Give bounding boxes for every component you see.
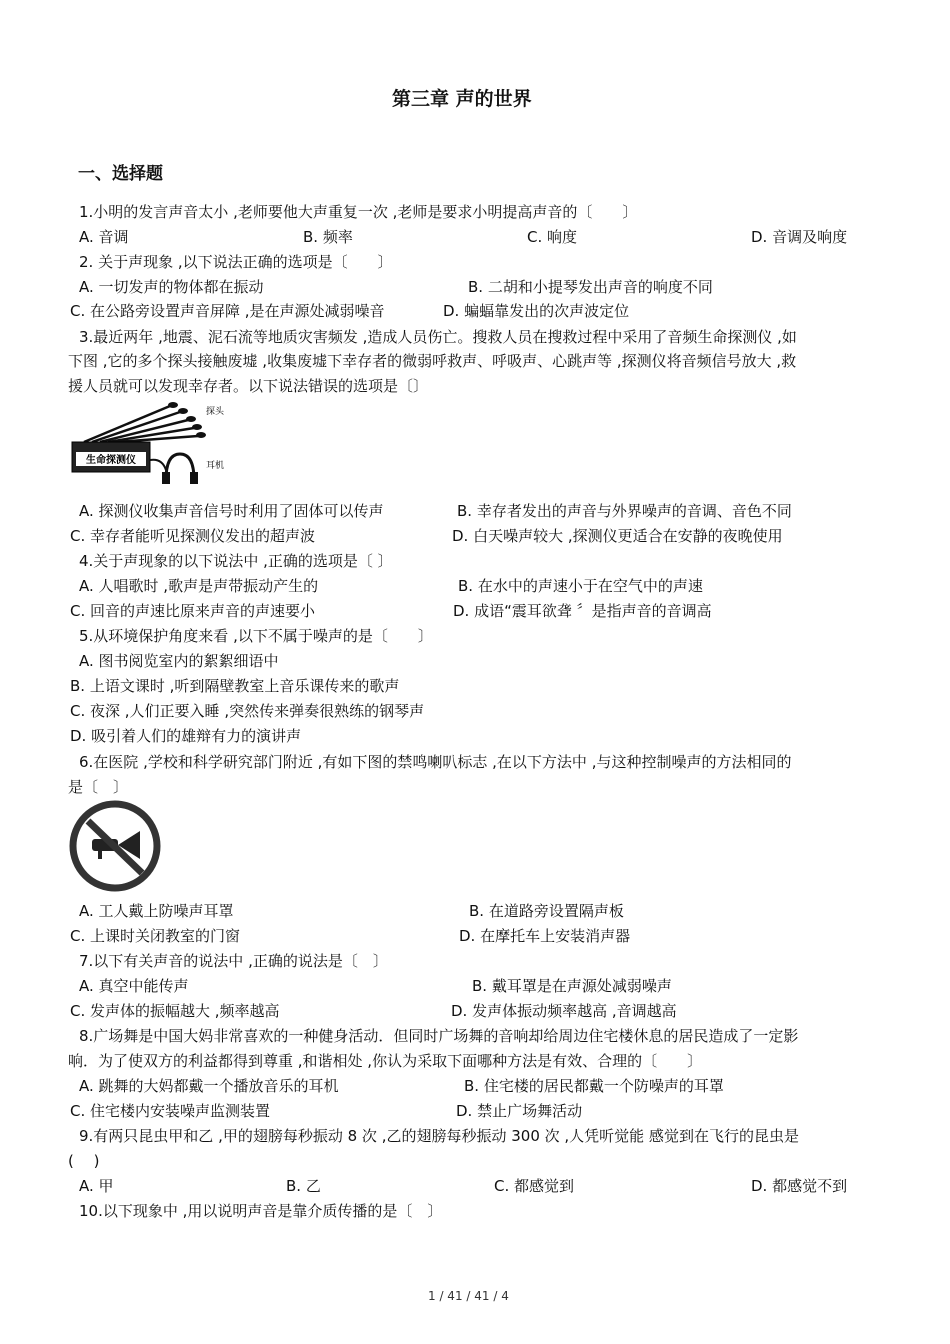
question-6-option-d: D. 在摩托车上安装消声器 (459, 927, 631, 945)
question-1-option-b: B. 频率 (303, 228, 353, 246)
question-8-option-c: C. 住宅楼内安装噪声监测装置 (70, 1102, 271, 1120)
question-9-option-d: D. 都感觉不到 (751, 1177, 848, 1195)
question-9-stem-line-2: ( ) (68, 1152, 100, 1170)
no-horn-sign-icon (68, 799, 162, 893)
question-3-stem-line-2: 下图 ,它的多个探头接触废墟 ,收集废墟下幸存者的微弱呼救声、呼吸声、心跳声等 ,探测仪将音频信号放大 ,救 (68, 352, 797, 370)
question-3-option-b: B. 幸存者发出的声音与外界噪声的音调、音色不同 (457, 502, 792, 520)
question-6-stem-line-2: 是〔 〕 (68, 778, 129, 796)
question-4-option-a: A. 人唱歌时 ,歌声是声带振动产生的 (79, 577, 319, 595)
question-5-stem: 5.从环境保护角度来看 ,以下不属于噪声的是〔 〕 (79, 627, 433, 645)
question-1-option-d: D. 音调及响度 (751, 228, 848, 246)
question-2-option-a: A. 一切发声的物体都在振动 (79, 278, 264, 296)
question-5-option-d: D. 吸引着人们的雄辩有力的演讲声 (70, 727, 302, 745)
page-footer: 1 / 41 / 41 / 4 (428, 1289, 509, 1303)
question-6-stem-line-1: 6.在医院 ,学校和科学研究部门附近 ,有如下图的禁鸣喇叭标志 ,在以下方法中 ,与这种控制噪声的方法相同的 (79, 753, 792, 771)
question-4-option-b: B. 在水中的声速小于在空气中的声速 (458, 577, 703, 595)
question-4-option-c: C. 回音的声速比原来声音的声速要小 (70, 602, 316, 620)
question-3-option-d: D. 白天噪声较大 ,探测仪更适合在安静的夜晚使用 (452, 527, 783, 545)
question-6-option-c: C. 上课时关闭教室的门窗 (70, 927, 241, 945)
question-8-stem-line-2: 响．为了使双方的利益都得到尊重 ,和谐相处 ,你认为采取下面哪种方法是有效、合理的〔 〕 (68, 1052, 703, 1070)
earphone-label: 耳机 (206, 461, 225, 471)
question-3-stem-line-1: 3.最近两年 ,地震、泥石流等地质灾害频发 ,造成人员伤亡。搜救人员在搜救过程中采用了音频生命探测仪 ,如 (79, 328, 797, 346)
question-5-option-c: C. 夜深 ,人们正要入睡 ,突然传来弹奏很熟练的钢琴声 (70, 702, 425, 720)
question-9-option-a: A. 甲 (79, 1177, 114, 1195)
question-5-option-b: B. 上语文课时 ,听到隔壁教室上音乐课传来的歌声 (70, 677, 400, 695)
question-7-option-b: B. 戴耳罩是在声源处减弱噪声 (472, 977, 672, 995)
question-4-stem: 4.关于声现象的以下说法中 ,正确的选项是〔 〕 (79, 552, 393, 570)
question-8-option-b: B. 住宅楼的居民都戴一个防噪声的耳罩 (464, 1077, 724, 1095)
earphone-icon (166, 454, 194, 480)
question-2-option-b: B. 二胡和小提琴发出声音的响度不同 (468, 278, 713, 296)
question-1-option-a: A. 音调 (79, 228, 129, 246)
section-heading: 一、选择题 (78, 164, 163, 184)
life-detector-figure (70, 400, 232, 490)
probe-label: 探头 (206, 407, 225, 417)
page-title: 第三章 声的世界 (392, 88, 532, 110)
question-7-option-d: D. 发声体振动频率越高 ,音调越高 (451, 1002, 677, 1020)
question-3-stem-line-3: 援人员就可以发现幸存者。以下说法错误的选项是〔〕 (68, 377, 429, 395)
question-7-stem: 7.以下有关声音的说法中 ,正确的说法是〔 〕 (79, 952, 388, 970)
question-9-stem-line-1: 9.有两只昆虫甲和乙 ,甲的翅膀每秒振动 8 次 ,乙的翅膀每秒振动 300 次 ,人凭听觉能 感觉到在飞行的昆虫是 (79, 1127, 799, 1145)
question-8-option-d: D. 禁止广场舞活动 (456, 1102, 583, 1120)
question-4-option-d: D. 成语“震耳欲聋 〞是指声音的音调高 (453, 602, 712, 620)
question-7-option-a: A. 真空中能传声 (79, 977, 189, 995)
question-2-option-c: C. 在公路旁设置声音屏障 ,是在声源处减弱噪音 (70, 302, 385, 320)
question-10-stem: 10.以下现象中 ,用以说明声音是靠介质传播的是〔 〕 (79, 1202, 443, 1220)
question-1-stem: 1.小明的发言声音太小 ,老师要他大声重复一次 ,老师是要求小明提高声音的〔 〕 (79, 203, 638, 221)
question-6-option-a: A. 工人戴上防噪声耳罩 (79, 902, 234, 920)
question-3-option-c: C. 幸存者能听见探测仪发出的超声波 (70, 527, 316, 545)
question-9-option-c: C. 都感觉到 (494, 1177, 575, 1195)
question-7-option-c: C. 发声体的振幅越大 ,频率越高 (70, 1002, 280, 1020)
question-3-option-a: A. 探测仪收集声音信号时利用了固体可以传声 (79, 502, 384, 520)
probe-head-icon (168, 402, 178, 408)
detector-label: 生命探测仪 (86, 455, 136, 466)
question-1-option-c: C. 响度 (527, 228, 578, 246)
question-2-stem: 2. 关于声现象 ,以下说法正确的选项是〔 〕 (79, 253, 393, 271)
question-6-option-b: B. 在道路旁设置隔声板 (469, 902, 624, 920)
question-8-option-a: A. 跳舞的大妈都戴一个播放音乐的耳机 (79, 1077, 339, 1095)
question-2-option-d: D. 蝙蝠靠发出的次声波定位 (443, 302, 630, 320)
question-5-option-a: A. 图书阅览室内的絮絮细语中 (79, 652, 279, 670)
question-8-stem-line-1: 8.广场舞是中国大妈非常喜欢的一种健身活动．但同时广场舞的音响却给周边住宅楼休息的居民造成了一定影 (79, 1027, 799, 1045)
question-9-option-b: B. 乙 (286, 1177, 321, 1195)
